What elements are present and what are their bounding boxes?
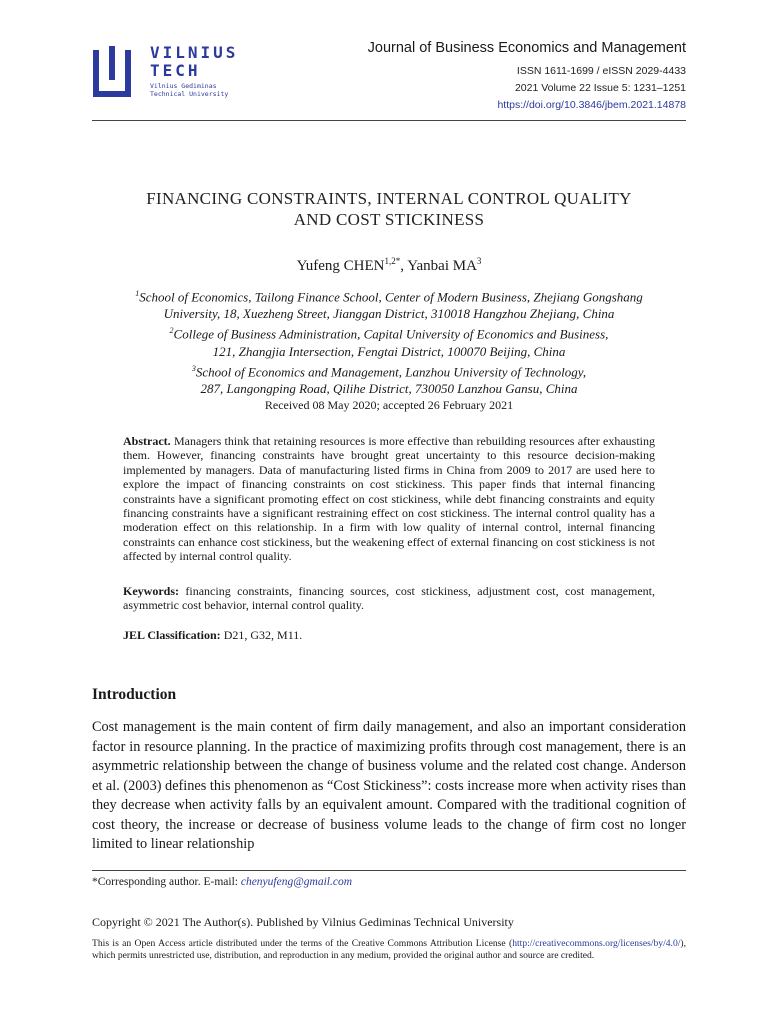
copyright-notice: Copyright © 2021 The Author(s). Published by Vilnius Gediminas Technical University (92, 915, 514, 929)
affiliation-3-line2: 287, Langongping Road, Qilihe District, 730050 Lanzhou Gansu, China (200, 380, 578, 396)
affiliations (92, 285, 686, 397)
license-post: ), which permits unrestricted use, distribution, and reproduction in any medium, provided the original author and source are credited. (92, 938, 686, 962)
logo-sub-line1: Vilnius Gediminas (150, 82, 217, 90)
affiliation-1-sup: 1 (135, 289, 140, 298)
license-link[interactable]: http://creativecommons.org/licenses/by/4.0/ (512, 938, 681, 949)
header-rule (92, 120, 686, 121)
journal-issue: 2021 Volume 22 Issue 5: 1231–1251 (514, 82, 686, 94)
logo-subtitle (150, 82, 228, 98)
affiliation-2-line2: 121, Zhangjia Intersection, Fengtai District, 100070 Beijing, China (212, 343, 566, 359)
jel-text: D21, G32, M11. (223, 628, 303, 642)
vilnius-tech-logo-icon (92, 44, 132, 98)
logo-word-tech: TECH (150, 61, 201, 80)
title-line-1: FINANCING CONSTRAINTS, INTERNAL CONTROL QUALITY (146, 189, 632, 208)
abstract (123, 434, 655, 564)
affiliation-3-line1: School of Economics and Management, Lanzhou University of Technology, (195, 363, 587, 379)
affiliation-2 (92, 322, 686, 359)
affiliation-2-sup: 2 (169, 326, 174, 336)
paper-title (92, 188, 686, 230)
jel-classification (123, 628, 302, 643)
affiliation-1-line1: School of Economics, Tailong Finance School, Center of Modern Business, Zhejiang Gongshang (139, 289, 643, 305)
author-separator: , (400, 258, 408, 274)
title-line-2: AND COST STICKINESS (293, 210, 485, 229)
affiliation-2-line1: College of Business Administration, Capital University of Economics and Business, (173, 326, 609, 342)
logo-wordmark (150, 44, 238, 80)
abstract-label: Abstract. (123, 434, 171, 448)
abstract-text: Managers think that retaining resources is more effective than rebuilding resources after exhausting them. However, financing constraints have brought great uncertainty to this resource decision-making implemented by managers. Data of manufacturing listed firms in China from 2009 to 2017 are used here to explore the impact of financing constraints on cost stickiness. This paper finds that internal financing constraints have a significant promoting effect on cost stickiness, while debt financing constraints and equity financing constraints have a significant restraining effect on cost stickiness. The internal control quality has a moderation effect on this relationship. In a firm with low quality of internal control, internal financing constraints can enhance cost stickiness, but the weakening effect of external financing on cost stickiness is not affected by internal control quality. (123, 434, 656, 564)
logo-word-vilnius: VILNIUS (150, 43, 239, 62)
author-2-name: Yanbai MA (407, 258, 477, 274)
journal-issn: ISSN 1611-1699 / eISSN 2029-4433 (516, 65, 686, 77)
received-dates: Received 08 May 2020; accepted 26 February 2021 (264, 398, 514, 412)
license-notice (92, 938, 686, 963)
footnote-rule (92, 870, 686, 871)
introduction-text: Cost management is the main content of firm daily management, and also an important consideration factor in resource planning. In the practice of maximizing profits through cost management, there is an asymmetric relationship between the change of business volume and the related cost change. Anderson et al. (2003) defines this phenomenon as “Cost Stickiness”: costs increase more when activity rises than they decrease when activity falls by an equivalent amount. Compared with the traditional cognition of cost theory, the increase or decrease of business volume leads to the change of firm cost no longer limited to linear relationship (92, 719, 686, 852)
introduction-heading: Introduction (92, 686, 177, 703)
footnote-text: *Corresponding author. E-mail: (92, 876, 241, 888)
author-email-link[interactable]: chenyufeng@gmail.com (240, 876, 353, 888)
affiliation-1 (92, 285, 686, 322)
keywords-text: financing constraints, financing sources, cost stickiness, adjustment cost, cost management, asymmetric cost behavior, internal control quality. (123, 584, 656, 613)
author-1-affil: 1,2* (384, 256, 401, 266)
author-2-affil: 3 (476, 256, 482, 266)
corresponding-author-footnote (92, 876, 352, 888)
keywords-label: Keywords: (123, 584, 179, 598)
logo-sub-line2: Technical University (150, 90, 229, 98)
author-list (92, 256, 686, 275)
journal-doi-link[interactable]: https://doi.org/10.3846/jbem.2021.14878 (497, 99, 686, 111)
affiliation-3-sup: 3 (191, 363, 196, 373)
journal-name: Journal of Business Economics and Management (367, 40, 686, 56)
affiliation-1-line2: University, 18, Xuezheng Street, Jianggan District, 310018 Hangzhou Zhejiang, China (163, 306, 615, 322)
license-pre: This is an Open Access article distributed under the terms of the Creative Commons Attribution License ( (92, 938, 513, 949)
affiliation-3 (92, 360, 686, 397)
jel-label: JEL Classification: (123, 628, 221, 642)
author-1-name: Yufeng CHEN (296, 258, 385, 274)
keywords (123, 584, 655, 613)
